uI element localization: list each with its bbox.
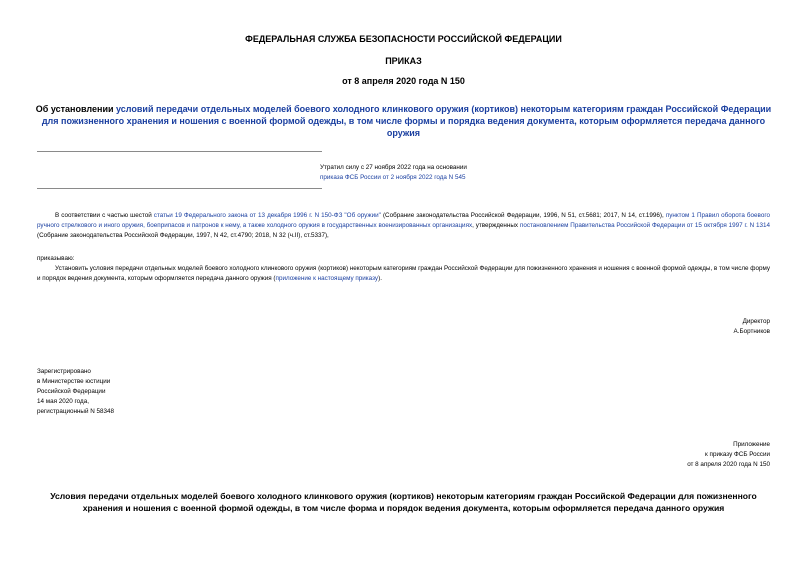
separator-rule-top bbox=[37, 151, 322, 152]
registration-line: Российской Федерации bbox=[37, 388, 106, 395]
registration-block bbox=[37, 367, 237, 417]
status-line: Утратил силу с 27 ноября 2022 года на основании bbox=[320, 164, 467, 171]
order-word: приказываю: bbox=[37, 255, 75, 262]
signature-block bbox=[560, 317, 770, 337]
agency-heading: ФЕДЕРАЛЬНАЯ СЛУЖБА БЕЗОПАСНОСТИ РОССИЙСКОЙ ФЕДЕРАЦИИ bbox=[245, 34, 562, 44]
p1-text-d: (Собрание законодательства Российской Федерации, 1997, N 42, ст.4790; 2018, N 32 (ч.II), ст.5337), bbox=[37, 232, 329, 239]
registration-line: регистрационный N 58348 bbox=[37, 408, 115, 415]
p1-text-c: , утвержденных bbox=[472, 222, 520, 229]
appendix-line: к приказу ФСБ России bbox=[705, 451, 770, 458]
registration-line: в Министерстве юстиции bbox=[37, 378, 111, 385]
title-link[interactable]: условий передачи отдельных моделей боевого холодного клинкового оружия (кортиков) некоторым категориям граждан Российской Федерации для пожизненного хранения и ношения с военной формой одежды, в том числе формы и порядка ведения документа, которым оформляется передача данного оружия bbox=[41, 104, 772, 138]
resolution-link[interactable]: постановлением Правительства Российской Федерации от 15 октября 1997 г. N 1314 bbox=[519, 222, 771, 229]
signer-name: А.Бортников bbox=[733, 328, 770, 335]
order-paragraph bbox=[37, 264, 770, 284]
signer-position: Директор bbox=[742, 318, 770, 325]
status-link[interactable]: приказа ФСБ России от 2 ноября 2022 года N 545 bbox=[320, 174, 466, 181]
registration-line: 14 мая 2020 года, bbox=[37, 398, 89, 405]
p2-text-b: ). bbox=[378, 275, 382, 282]
title-prefix: Об установлении bbox=[35, 104, 117, 114]
basis-paragraph bbox=[37, 211, 770, 241]
registration-line: Зарегистрировано bbox=[37, 368, 91, 375]
p1-text-b: (Собрание законодательства Российской Федерации, 1996, N 51, ст.5681; 2017, N 14, ст.1996), bbox=[380, 212, 666, 219]
appendix-line: Приложение bbox=[733, 441, 770, 448]
p1-text-a: В соответствии с частью шестой bbox=[55, 212, 154, 219]
rules-link[interactable]: пунктом 1 Правил оборота боевого ручного стрелкового и иного оружия, боеприпасов и патронов к нему, а также холодного оружия в государственных военизированных организациях bbox=[37, 212, 770, 229]
status-note bbox=[320, 163, 620, 183]
appendix-link[interactable]: приложение к настоящему приказу bbox=[275, 275, 379, 282]
doc-date-number: от 8 апреля 2020 года N 150 bbox=[342, 76, 465, 86]
appendix-line: от 8 апреля 2020 года N 150 bbox=[687, 461, 770, 468]
law-link[interactable]: статьи 19 Федерального закона от 13 декабря 1996 г. N 150-ФЗ "Об оружии" bbox=[153, 212, 381, 219]
separator-rule-bottom bbox=[37, 188, 322, 189]
document-title bbox=[30, 103, 777, 139]
appendix-title: Условия передачи отдельных моделей боевого холодного клинкового оружия (кортиков) некоторым категориям граждан Российской Федерации для пожизненного хранения и ношения с военной формой одежды, в том числе форма и порядок ведения документа, которым оформляется передача данного оружия bbox=[50, 491, 757, 513]
p2-text-a: Установить условия передачи отдельных моделей боевого холодного клинкового оружия (кортиков) некоторым категориям граждан Российской Федерации для пожизненного хранения и ношения с военной формой одежды, в том числе форму и порядок ведения документа, которым оформляется передача данного оружия ( bbox=[37, 265, 770, 282]
doc-type-heading: ПРИКАЗ bbox=[385, 56, 422, 66]
appendix-reference bbox=[560, 440, 770, 470]
